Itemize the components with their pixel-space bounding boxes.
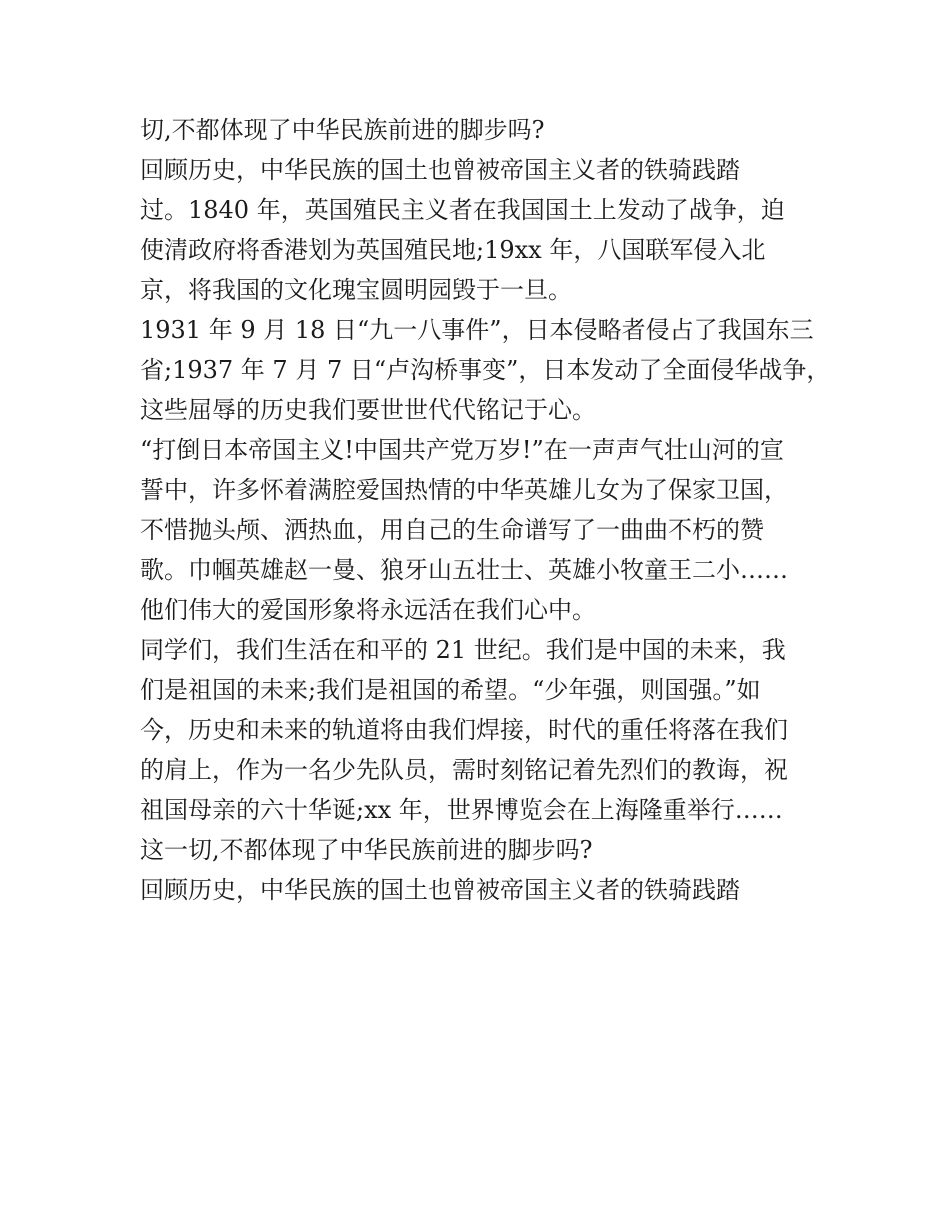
body-text (140, 110, 831, 910)
text-line: 同学们，我们生活在和平的 21 世纪。我们是中国的未来，我 (140, 636, 786, 664)
text-line: 1931 年 9 月 18 日“九一八事件”，日本侵略者侵占了我国东三 (140, 316, 814, 344)
text-line: 切,不都体现了中华民族前进的脚步吗? (140, 116, 545, 144)
text-line: 誓中，许多怀着满腔爱国热情的中华英雄儿女为了保家卫国， (140, 476, 788, 504)
text-line: 回顾历史，中华民族的国土也曾被帝国主义者的铁骑践踏 (140, 876, 740, 904)
text-line: 回顾历史，中华民族的国土也曾被帝国主义者的铁骑践踏 (140, 156, 740, 184)
text-line: “打倒日本帝国主义!中国共产党万岁!”在一声声气壮山河的宣 (140, 436, 784, 464)
text-line: 过。1840 年，英国殖民主义者在我国国土上发动了战争，迫 (140, 196, 785, 224)
text-line: 使清政府将香港划为英国殖民地;19xx 年，八国联军侵入北 (140, 236, 766, 264)
text-line: 们是祖国的未来;我们是祖国的希望。“少年强，则国强。”如 (140, 676, 761, 704)
text-line: 歌。巾帼英雄赵一曼、狼牙山五壮士、英雄小牧童王二小…… (140, 556, 788, 584)
text-line: 祖国母亲的六十华诞;xx 年，世界博览会在上海隆重举行…… (140, 796, 783, 824)
text-line: 不惜抛头颅、洒热血，用自己的生命谱写了一曲曲不朽的赞 (140, 516, 764, 544)
text-line: 他们伟大的爱国形象将永远活在我们心中。 (140, 596, 596, 624)
text-line: 的肩上，作为一名少先队员，需时刻铭记着先烈们的教诲，祝 (140, 756, 788, 784)
text-line: 省;1937 年 7 月 7 日“卢沟桥事变”，日本发动了全面侵华战争， (140, 356, 831, 384)
text-line: 这些屈辱的历史我们要世世代代铭记于心。 (140, 396, 596, 424)
text-line: 今，历史和未来的轨道将由我们焊接，时代的重任将落在我们 (140, 716, 788, 744)
text-line: 这一切,不都体现了中华民族前进的脚步吗? (140, 836, 593, 864)
text-line: 京，将我国的文化瑰宝圆明园毁于一旦。 (140, 276, 572, 304)
